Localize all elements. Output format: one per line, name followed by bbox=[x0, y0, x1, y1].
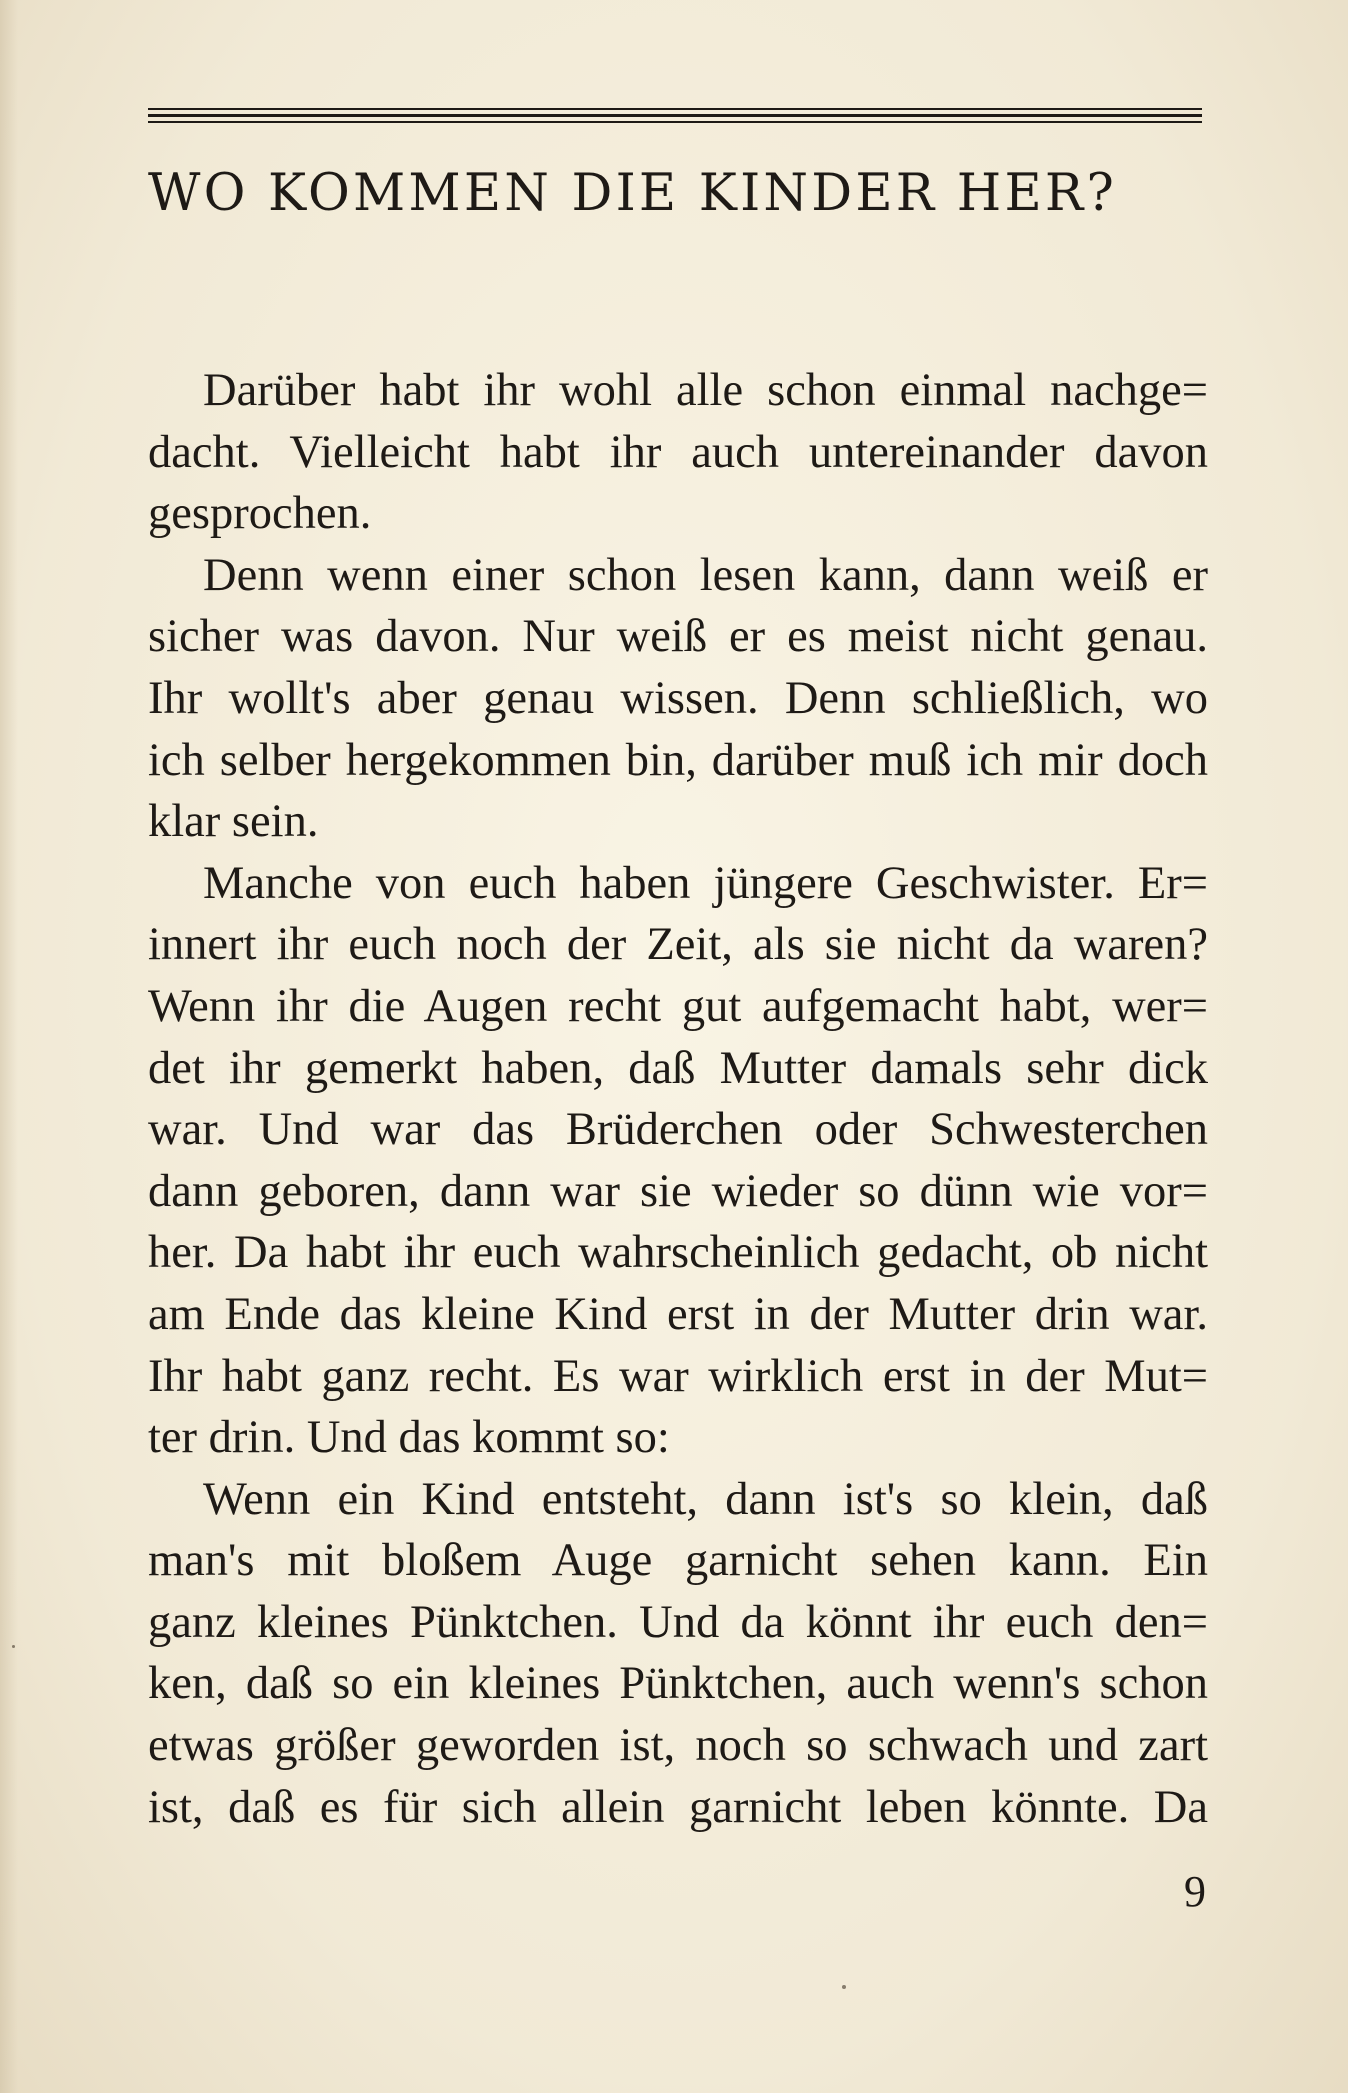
chapter-title: WO KOMMEN DIE KINDER HER? bbox=[148, 164, 1118, 223]
text-line: ter drin. Und das kommt so: bbox=[148, 1412, 670, 1464]
text-line: Ihr habt ganz recht. Es war wirklich erst in der Mut= bbox=[148, 1350, 1208, 1402]
text-line: man's mit bloßem Auge garnicht sehen kann. Ein bbox=[148, 1535, 1208, 1587]
text-line: det ihr gemerkt haben, daß Mutter damals sehr dick bbox=[148, 1042, 1208, 1094]
text-line: Manche von euch haben jüngere Geschwister. Er= bbox=[203, 857, 1208, 909]
header-rule bbox=[148, 121, 1202, 123]
text-line: Wenn ihr die Augen recht gut aufgemacht habt, wer= bbox=[148, 980, 1208, 1032]
page-edge-shadow bbox=[0, 0, 18, 2093]
paper-speck bbox=[12, 1645, 15, 1648]
paper-speck bbox=[842, 1985, 846, 1989]
text-line: Wenn ein Kind entsteht, dann ist's so klein, daß bbox=[203, 1473, 1208, 1525]
header-rule bbox=[148, 108, 1202, 110]
header-rule bbox=[148, 114, 1202, 117]
text-line: am Ende das kleine Kind erst in der Mutter drin war. bbox=[148, 1288, 1208, 1340]
text-line: ganz kleines Pünktchen. Und da könnt ihr euch den= bbox=[148, 1596, 1208, 1648]
text-line: war. Und war das Brüderchen oder Schwesterchen bbox=[148, 1104, 1208, 1156]
text-line: ist, daß es für sich allein garnicht leben könnte. Da bbox=[148, 1781, 1208, 1833]
text-line: gesprochen. bbox=[148, 488, 372, 540]
text-line: dann geboren, dann war sie wieder so dünn wie vor= bbox=[148, 1165, 1208, 1217]
text-line: etwas größer geworden ist, noch so schwach und zart bbox=[148, 1720, 1208, 1772]
text-line: Ihr wollt's aber genau wissen. Denn schließlich, wo bbox=[148, 672, 1208, 724]
text-line: her. Da habt ihr euch wahrscheinlich gedacht, ob nicht bbox=[148, 1227, 1208, 1279]
page-number: 9 bbox=[1184, 1867, 1206, 1916]
text-line: dacht. Vielleicht habt ihr auch untereinander davon bbox=[148, 426, 1208, 478]
text-line: Darüber habt ihr wohl alle schon einmal nachge= bbox=[203, 365, 1208, 416]
header-rules bbox=[148, 108, 1202, 123]
text-line: ich selber hergekommen bin, darüber muß ich mir doch bbox=[148, 734, 1208, 786]
text-line: ken, daß so ein kleines Pünktchen, auch wenn's schon bbox=[148, 1658, 1208, 1710]
text-line: sicher was davon. Nur weiß er es meist nicht genau. bbox=[148, 611, 1208, 663]
text-line: innert ihr euch noch der Zeit, als sie nicht da waren? bbox=[148, 919, 1208, 971]
text-line: Denn wenn einer schon lesen kann, dann weiß er bbox=[203, 549, 1208, 601]
body-text bbox=[148, 360, 1208, 1838]
text-line: klar sein. bbox=[148, 796, 319, 848]
